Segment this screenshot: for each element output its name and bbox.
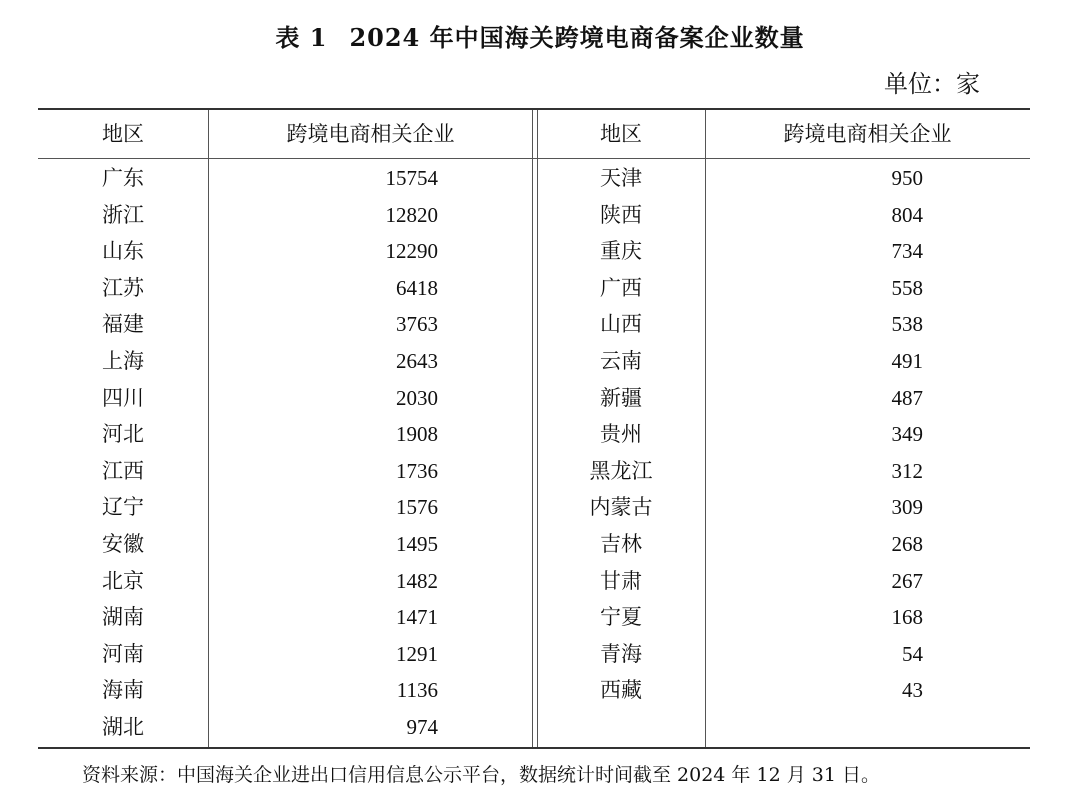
left-region-cell: 北京 [102, 568, 144, 593]
unit-label: 单位：家 [884, 70, 980, 98]
left-value-cell: 1495 [396, 532, 438, 556]
right-region-cell: 陕西 [600, 202, 642, 227]
left-region-cell: 湖北 [102, 715, 144, 739]
left-value-cell: 2643 [396, 349, 438, 373]
right-value-cell: 487 [891, 385, 923, 410]
right-region-cell: 贵州 [600, 422, 642, 447]
right-value-cell: 349 [891, 422, 923, 447]
right-region-cell: 广西 [600, 275, 642, 300]
left-region-cell: 浙江 [102, 202, 144, 227]
right-value-cell: 267 [891, 568, 923, 593]
right-region-cell: 云南 [600, 349, 642, 373]
header-value-left: 跨境电商相关企业 [286, 122, 455, 146]
table-title-text: 2024 年中国海关跨境电商备案企业数量 [349, 23, 805, 52]
right-value-cell: 309 [891, 495, 923, 520]
right-value-cell: 491 [891, 349, 923, 373]
left-region-cell: 河北 [102, 422, 144, 447]
left-region-cell: 辽宁 [102, 495, 144, 520]
left-region-cell: 四川 [102, 385, 144, 410]
left-value-cell: 1482 [396, 568, 438, 593]
right-region-cell: 宁夏 [600, 605, 642, 630]
left-region-cell: 江苏 [102, 275, 144, 300]
left-region-cell: 安徽 [102, 532, 144, 556]
left-value-cell: 12820 [385, 202, 438, 227]
right-region-cell: 青海 [600, 641, 642, 666]
left-value-cell: 1576 [396, 495, 438, 520]
left-region-cell: 山东 [102, 239, 144, 264]
left-value-cell: 1908 [396, 422, 438, 447]
table-header-row [38, 110, 1030, 159]
header-region-left: 地区 [102, 122, 144, 146]
right-value-cell: 54 [902, 641, 923, 666]
right-value-cell: 950 [891, 166, 923, 190]
left-value-cell: 974 [406, 715, 438, 739]
source-note: 资料来源：中国海关企业进出口信用信息公示平台，数据统计时间截至 2024 年 12 月 31 日。 [82, 764, 880, 786]
right-region-cell: 内蒙古 [589, 495, 653, 520]
right-region-cell: 天津 [600, 166, 642, 190]
right-region-cell: 山西 [600, 312, 642, 337]
left-value-cell: 6418 [396, 275, 438, 300]
right-value-cell: 312 [891, 458, 923, 483]
left-value-cell: 3763 [396, 312, 438, 337]
left-value-cell: 1136 [396, 678, 438, 703]
right-region-cell: 甘肃 [600, 568, 642, 593]
left-region-cell: 海南 [102, 678, 144, 703]
right-value-cell: 268 [891, 532, 923, 556]
right-value-cell: 804 [891, 202, 923, 227]
left-value-cell: 12290 [385, 239, 438, 264]
left-value-cell: 1471 [396, 605, 438, 630]
right-value-cell: 734 [891, 239, 923, 264]
left-value-cell: 2030 [396, 385, 438, 410]
left-region-cell: 湖南 [102, 605, 144, 630]
right-value-cell: 558 [891, 275, 923, 300]
left-region-cell: 上海 [102, 349, 144, 373]
right-region-cell: 重庆 [600, 239, 642, 264]
right-value-cell: 538 [891, 312, 923, 337]
right-region-cell: 新疆 [600, 385, 642, 410]
left-region-cell: 江西 [102, 458, 144, 483]
data-table [38, 108, 1030, 749]
right-region-cell: 西藏 [600, 678, 642, 703]
table-number: 表 1 [275, 23, 328, 52]
table-title [0, 18, 1080, 53]
left-value-cell: 15754 [385, 166, 438, 190]
header-region-right: 地区 [600, 122, 642, 146]
right-value-cell: 168 [891, 605, 923, 630]
right-region-cell: 黑龙江 [589, 458, 653, 483]
column-divider-double-a [532, 110, 533, 747]
right-region-cell: 吉林 [600, 532, 642, 556]
right-value-cell: 43 [902, 678, 923, 703]
left-value-cell: 1736 [396, 458, 438, 483]
left-value-cell: 1291 [396, 641, 438, 666]
header-value-right: 跨境电商相关企业 [783, 122, 952, 146]
left-region-cell: 福建 [102, 312, 144, 337]
left-region-cell: 河南 [102, 641, 144, 666]
left-region-cell: 广东 [102, 166, 144, 190]
